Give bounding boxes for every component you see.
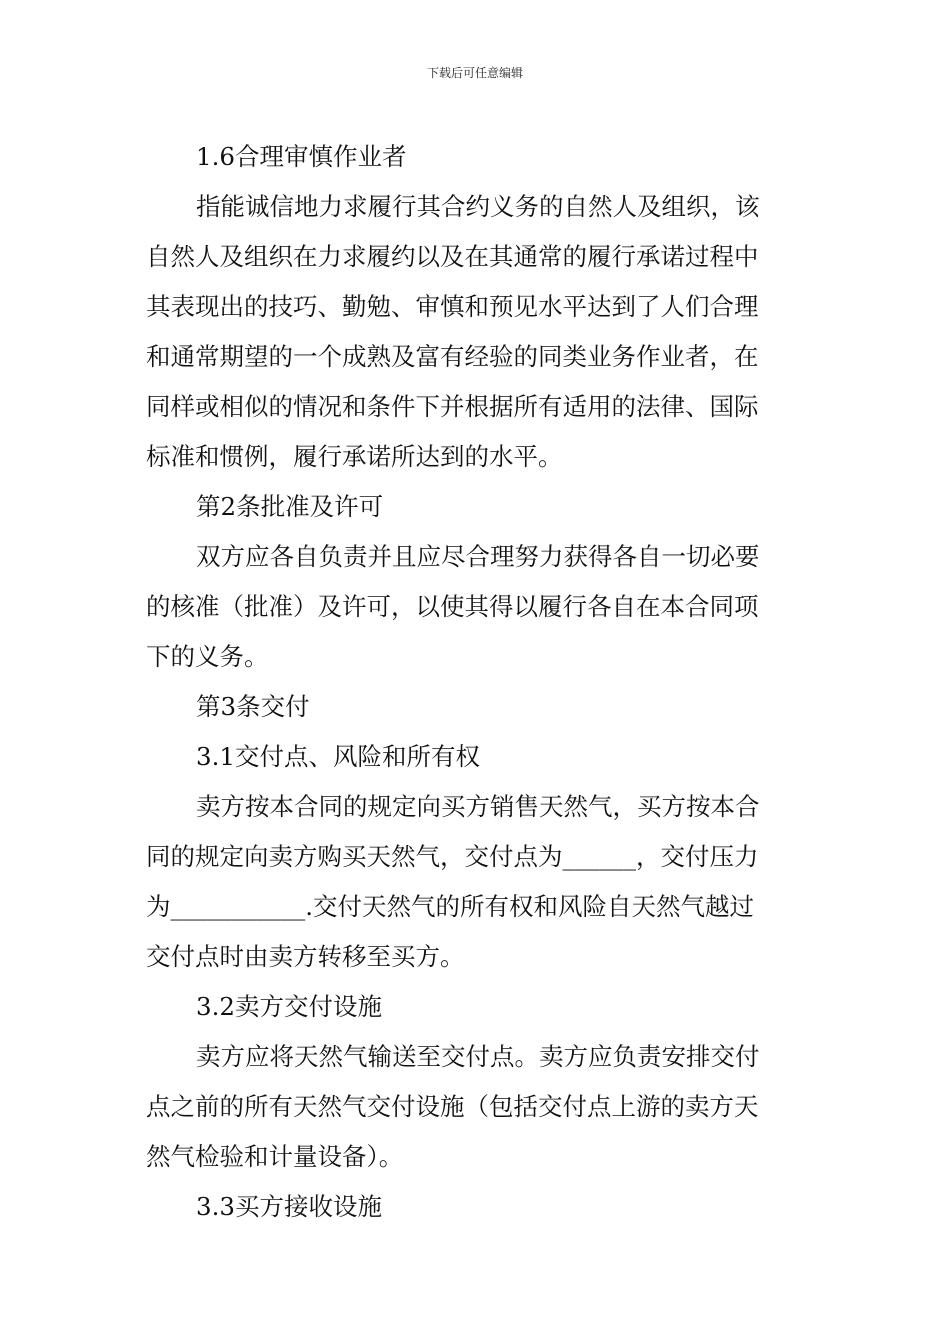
article-heading-3: 第3条交付 (196, 692, 310, 721)
paragraph-line: 下的义务。 (146, 642, 269, 671)
section-heading-1-6: 1.6合理审慎作业者 (196, 142, 407, 171)
paragraph-line: 为___________.交付天然气的所有权和风险自天然气越过 (146, 892, 755, 921)
paragraph-line: 同的规定向卖方购买天然气，交付点为______，交付压力 (146, 842, 759, 871)
paragraph-line: 然气检验和计量设备）。 (146, 1142, 404, 1171)
paragraph-line: 自然人及组织在力求履约以及在其通常的履行承诺过程中 (146, 242, 759, 271)
article-heading-2: 第2条批准及许可 (196, 492, 384, 521)
paragraph-line: 卖方应将天然气输送至交付点。卖方应负责安排交付 (196, 1042, 760, 1071)
paragraph-line: 指能诚信地力求履行其合约义务的自然人及组织，该 (196, 192, 760, 221)
paragraph-line: 标准和惯例，履行承诺所达到的水平。 (146, 442, 563, 471)
paragraph-line: 双方应各自负责并且应尽合理努力获得各自一切必要 (196, 542, 760, 571)
paragraph-line: 同样或相似的情况和条件下并根据所有适用的法律、国际 (146, 392, 759, 421)
document-body (146, 132, 808, 1232)
paragraph-line: 其表现出的技巧、勤勉、审慎和预见水平达到了人们合理 (146, 292, 759, 321)
paragraph-line: 的核准（批准）及许可，以使其得以履行各自在本合同项 (146, 592, 759, 621)
paragraph-line: 点之前的所有天然气交付设施（包括交付点上游的卖方天 (146, 1092, 759, 1121)
header-note: 下载后可任意编辑 (426, 66, 523, 80)
paragraph-line: 卖方按本合同的规定向买方销售天然气，买方按本合 (196, 792, 760, 821)
paragraph-line: 交付点时由卖方转移至买方。 (146, 942, 465, 971)
section-heading-3-3: 3.3买方接收设施 (196, 1192, 382, 1221)
paragraph-line: 和通常期望的一个成熟及富有经验的同类业务作业者，在 (146, 342, 759, 371)
section-heading-3-1: 3.1交付点、风险和所有权 (196, 742, 480, 771)
section-heading-3-2: 3.2卖方交付设施 (196, 992, 382, 1021)
